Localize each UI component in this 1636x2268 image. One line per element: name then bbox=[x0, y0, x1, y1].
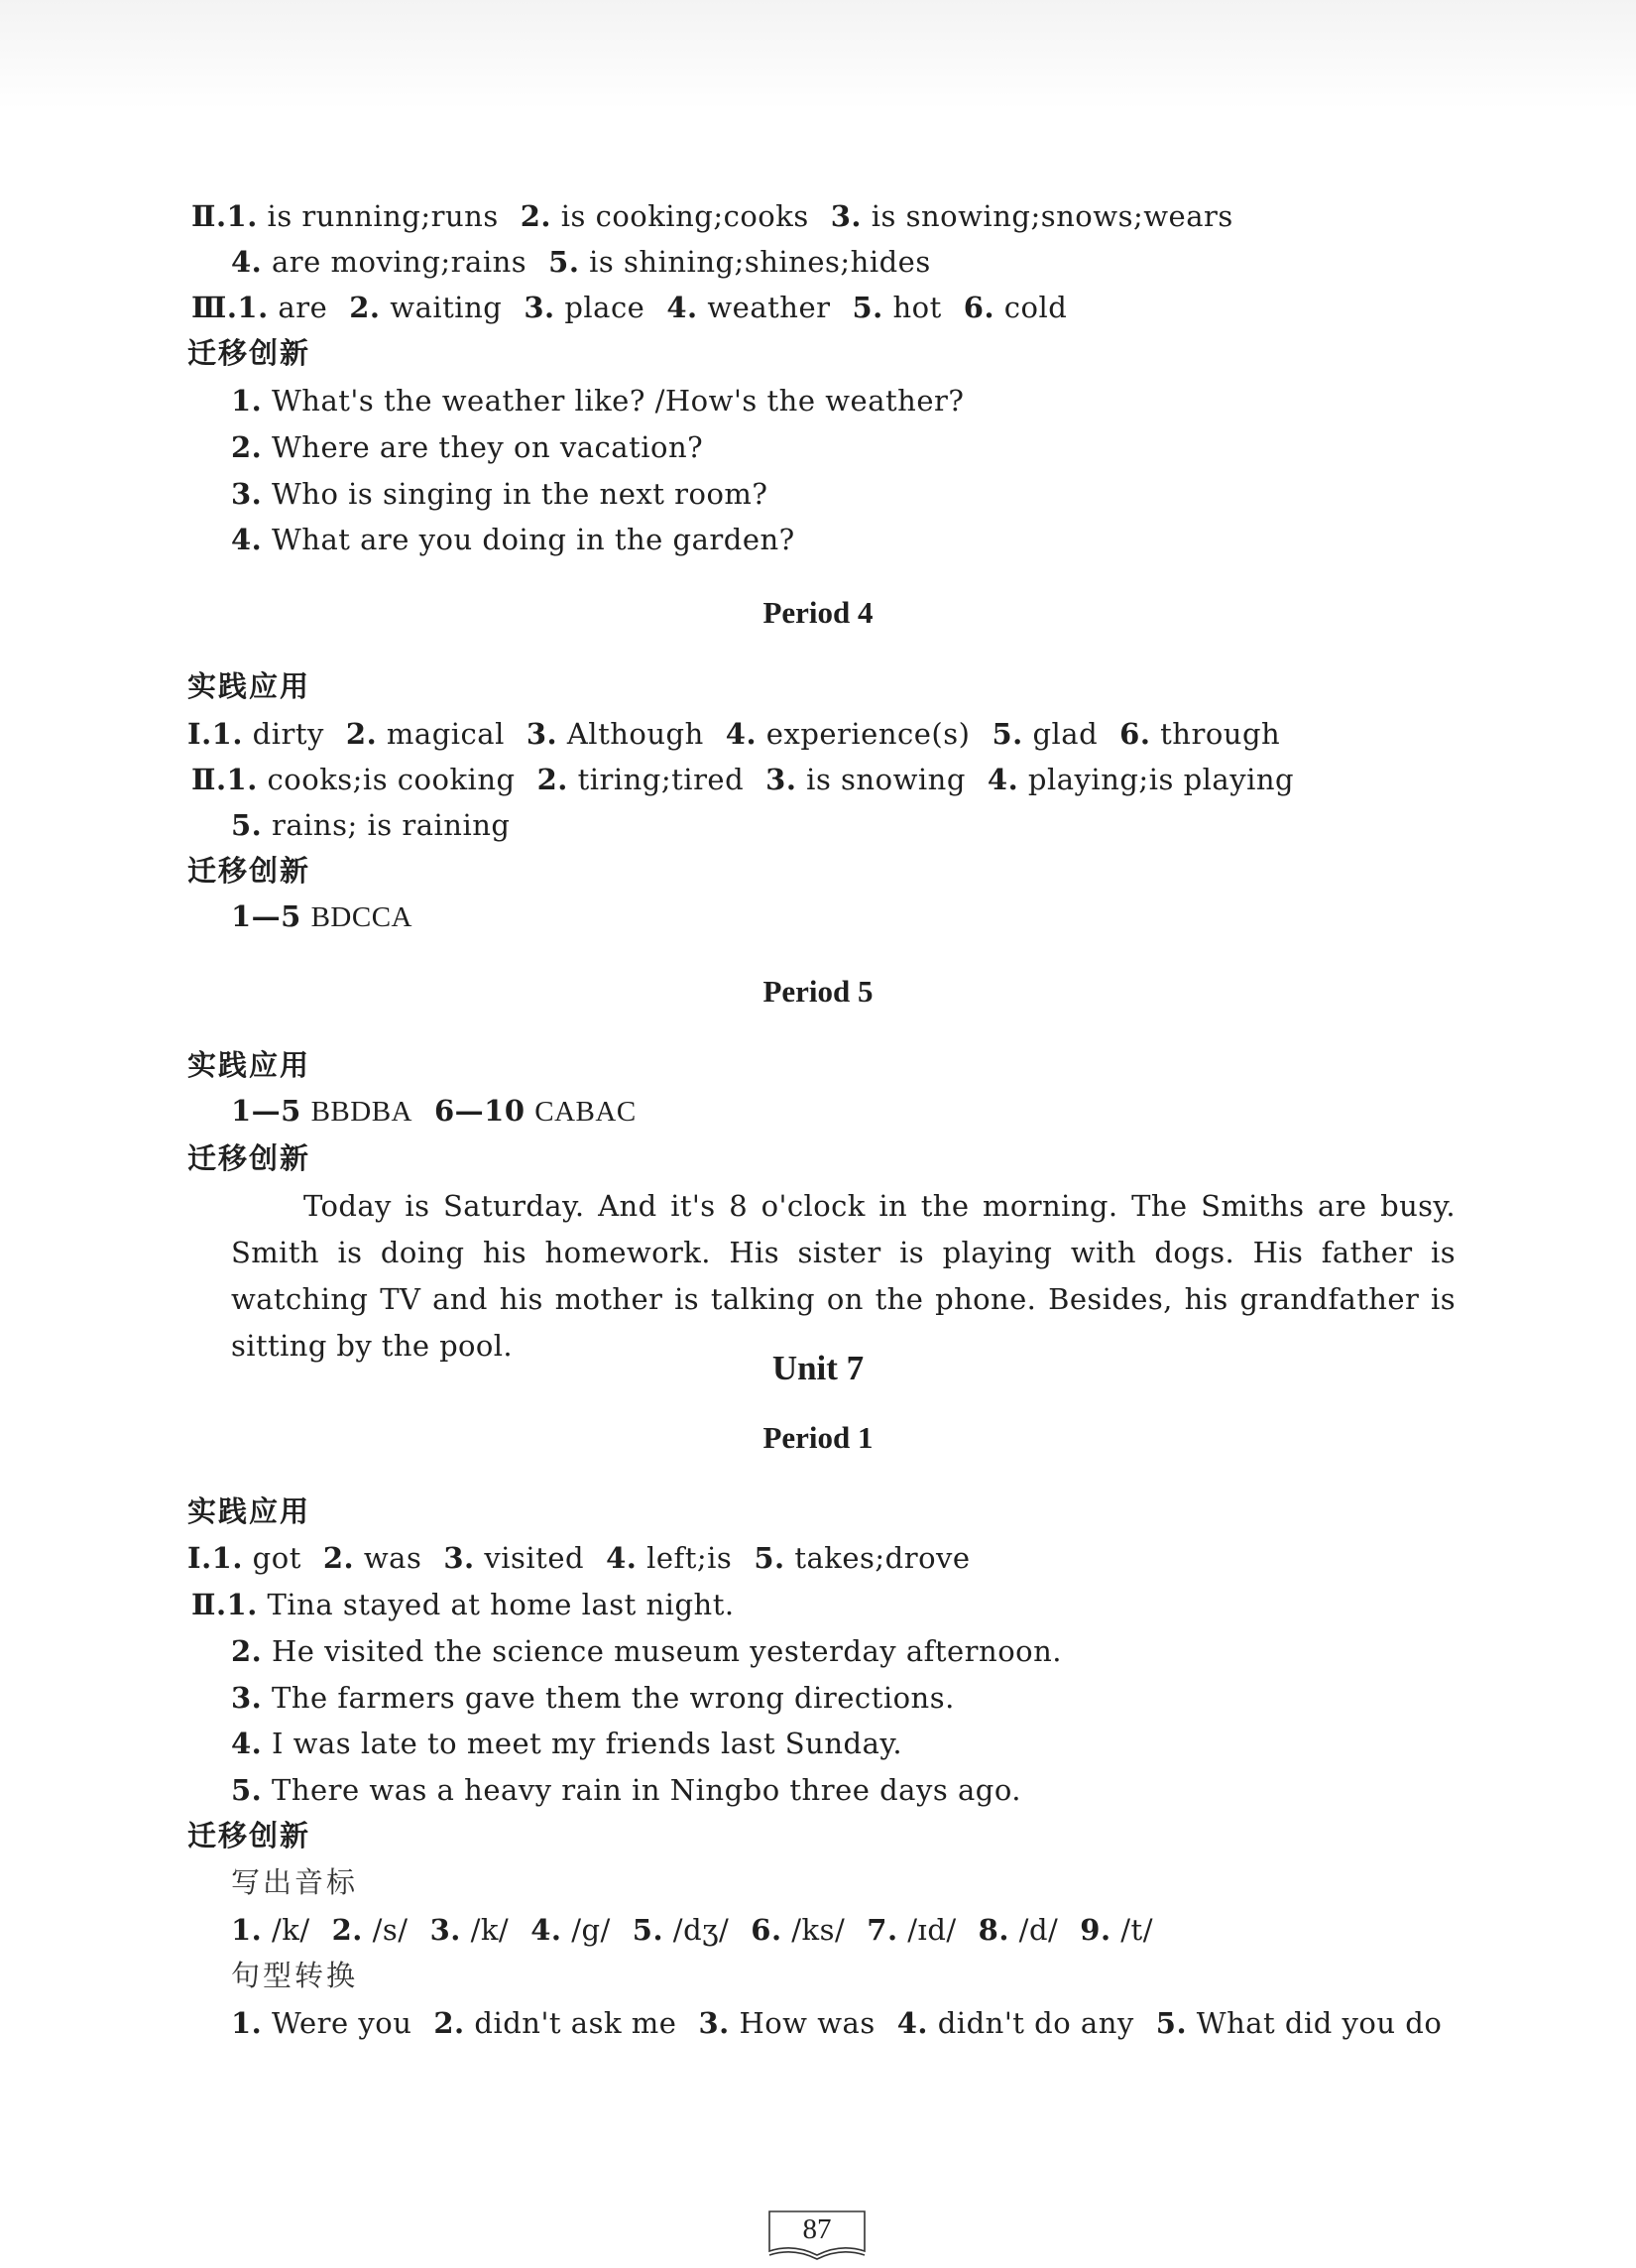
item-number: 1. bbox=[231, 384, 263, 418]
item-number: 8. bbox=[978, 1913, 1009, 1947]
answer-text: Were you bbox=[272, 2006, 412, 2040]
item-number: 4. bbox=[987, 763, 1019, 796]
answer-text: There was a heavy rain in Ningbo three days ago. bbox=[272, 1773, 1021, 1807]
answer-text: Where are they on vacation? bbox=[272, 430, 704, 464]
section-heading-qianyi: 迁移创新 bbox=[187, 336, 311, 370]
item-number: 2. bbox=[231, 430, 263, 464]
roman-numeral: Ⅰ. bbox=[187, 717, 212, 751]
item-number: 5. bbox=[754, 1541, 785, 1575]
answer-text: glad bbox=[1032, 717, 1099, 751]
item-number: 3. bbox=[524, 291, 555, 324]
answer-text: He visited the science museum yesterday afternoon. bbox=[272, 1634, 1063, 1668]
answer-text: takes;drove bbox=[794, 1541, 971, 1575]
answer-text: /t/ bbox=[1120, 1913, 1153, 1947]
answer-text: tiring;tired bbox=[577, 763, 745, 796]
p5-paragraph bbox=[231, 1183, 1456, 1370]
item-range: 6—10 bbox=[434, 1094, 526, 1128]
item-number: 1. bbox=[231, 2006, 263, 2040]
u7-phonetics-line bbox=[231, 1912, 1153, 1948]
item-number: 4. bbox=[725, 717, 758, 751]
item-number: 9. bbox=[1080, 1913, 1111, 1947]
u7-ii-item bbox=[231, 1726, 902, 1761]
answer-text: Who is singing in the next room? bbox=[272, 477, 768, 511]
answer-text: /ks/ bbox=[791, 1913, 846, 1947]
answer-text: experience(s) bbox=[765, 717, 971, 751]
answer-text: didn't ask me bbox=[474, 2006, 677, 2040]
section-heading-shijian: 实践应用 bbox=[187, 1048, 311, 1082]
p5-shijian-answers bbox=[231, 1093, 637, 1130]
roman-numeral: Ⅱ. bbox=[191, 763, 227, 796]
answer-text: is shining;shines;hides bbox=[589, 245, 931, 279]
p3-qianyi-item bbox=[231, 383, 964, 418]
u7-ii-item bbox=[231, 1680, 955, 1716]
u7-transforms-line bbox=[231, 2005, 1442, 2041]
item-number: 4. bbox=[666, 291, 698, 324]
item-number: 5. bbox=[632, 1913, 664, 1947]
item-number: 2. bbox=[433, 2006, 465, 2040]
roman-numeral: Ⅱ. bbox=[191, 1588, 227, 1621]
subheading-phonetic: 写出音标 bbox=[231, 1865, 359, 1899]
answer-text: /ɪd/ bbox=[907, 1913, 957, 1947]
subheading-transform: 句型转换 bbox=[231, 1959, 359, 1992]
answer-text: The farmers gave them the wrong directions. bbox=[272, 1681, 955, 1715]
answer-text: dirty bbox=[252, 717, 324, 751]
section-heading-qianyi: 迁移创新 bbox=[187, 1819, 311, 1852]
item-number: 5. bbox=[992, 717, 1023, 751]
answer-text: got bbox=[252, 1541, 301, 1575]
answer-text: Tina stayed at home last night. bbox=[267, 1588, 735, 1621]
answer-text: is running;runs bbox=[267, 199, 499, 233]
item-number: 5. bbox=[548, 245, 580, 279]
item-number: 4. bbox=[231, 523, 263, 556]
paragraph-text: Today is Saturday. And it's 8 o'clock in the morning. The Smiths are busy. Smith is doing his homework. His sister is playing with dogs. His father is watching TV and his mother is talking on the phone. Besides, his grandfather is sitting by the pool. bbox=[231, 1189, 1456, 1363]
p3-iii-line bbox=[191, 290, 1067, 325]
answer-text: is snowing bbox=[806, 763, 966, 796]
item-number: 6. bbox=[963, 291, 995, 324]
answer-text: CABAC bbox=[534, 1096, 637, 1128]
item-number: 3. bbox=[698, 2006, 730, 2040]
item-number: 2. bbox=[536, 763, 568, 796]
roman-numeral: Ⅱ. bbox=[191, 199, 227, 233]
answer-text: What's the weather like? /How's the weather? bbox=[272, 384, 965, 418]
item-number: 1. bbox=[211, 1541, 243, 1575]
item-number: 4. bbox=[231, 1727, 263, 1760]
item-number: 4. bbox=[231, 245, 263, 279]
p3-qianyi-item bbox=[231, 522, 795, 557]
item-number: 2. bbox=[345, 717, 378, 751]
period-title: Period 5 bbox=[762, 974, 874, 1009]
item-number: 3. bbox=[231, 477, 263, 511]
item-number: 2. bbox=[520, 199, 551, 233]
item-number: 2. bbox=[322, 1541, 355, 1575]
answer-text: are bbox=[278, 291, 328, 324]
answer-text: is cooking;cooks bbox=[560, 199, 809, 233]
u7-ii-item bbox=[231, 1772, 1021, 1808]
item-number: 5. bbox=[852, 291, 883, 324]
section-heading-qianyi: 迁移创新 bbox=[187, 1141, 311, 1175]
item-number: 6. bbox=[1119, 717, 1151, 751]
item-number: 1. bbox=[226, 1588, 258, 1621]
u7-ii-item bbox=[231, 1633, 1062, 1669]
item-number: 7. bbox=[867, 1913, 898, 1947]
p4-ii-line2 bbox=[231, 807, 510, 843]
answer-text: /g/ bbox=[571, 1913, 611, 1947]
section-heading-shijian: 实践应用 bbox=[187, 669, 311, 703]
answer-text: was bbox=[363, 1541, 422, 1575]
answer-text: weather bbox=[707, 291, 831, 324]
answer-text: are moving;rains bbox=[272, 245, 527, 279]
answer-text: cooks;is cooking bbox=[267, 763, 516, 796]
item-number: 5. bbox=[231, 1773, 263, 1807]
p4-ii-line1 bbox=[191, 762, 1294, 797]
answer-text: How was bbox=[739, 2006, 876, 2040]
page-number: 87 bbox=[802, 2213, 832, 2245]
period-title: Period 1 bbox=[762, 1420, 874, 1455]
roman-numeral: Ⅰ. bbox=[187, 1541, 212, 1575]
item-number: 3. bbox=[765, 763, 797, 796]
item-number: 3. bbox=[429, 1913, 461, 1947]
p4-qianyi-answers bbox=[231, 898, 412, 935]
answer-text: /k/ bbox=[272, 1913, 310, 1947]
answer-text: hot bbox=[892, 291, 942, 324]
roman-numeral: Ⅲ. bbox=[191, 291, 238, 324]
item-number: 3. bbox=[526, 717, 558, 751]
answer-text: BBDBA bbox=[310, 1096, 412, 1128]
page-number-badge bbox=[765, 2208, 869, 2263]
answer-text: is snowing;snows;wears bbox=[871, 199, 1233, 233]
item-number: 4. bbox=[896, 2006, 929, 2040]
p3-ii-line2 bbox=[231, 244, 931, 280]
item-number: 4. bbox=[606, 1541, 638, 1575]
answer-text: place bbox=[564, 291, 645, 324]
answer-text: rains; is raining bbox=[272, 808, 511, 842]
item-number: 2. bbox=[231, 1634, 263, 1668]
answer-text: Although bbox=[566, 717, 704, 751]
answer-text: /d/ bbox=[1018, 1913, 1059, 1947]
section-heading-shijian: 实践应用 bbox=[187, 1494, 311, 1528]
answer-text: left;is bbox=[646, 1541, 733, 1575]
answer-text: /s/ bbox=[372, 1913, 409, 1947]
answer-text: visited bbox=[484, 1541, 585, 1575]
item-number: 6. bbox=[751, 1913, 782, 1947]
p3-qianyi-item bbox=[231, 476, 767, 512]
answer-text: didn't do any bbox=[937, 2006, 1134, 2040]
item-number: 2. bbox=[331, 1913, 363, 1947]
answer-text: /dʒ/ bbox=[672, 1913, 730, 1947]
item-number: 5. bbox=[231, 808, 263, 842]
answer-text: BDCCA bbox=[310, 901, 412, 933]
answer-text: /k/ bbox=[470, 1913, 510, 1947]
answer-text: through bbox=[1160, 717, 1281, 751]
item-number: 3. bbox=[830, 199, 862, 233]
answer-text: magical bbox=[386, 717, 505, 751]
item-number: 1. bbox=[231, 1913, 263, 1947]
answer-text: playing;is playing bbox=[1027, 763, 1295, 796]
period-title: Period 4 bbox=[762, 595, 874, 630]
p3-ii-line1 bbox=[191, 198, 1233, 234]
p3-qianyi-item bbox=[231, 429, 703, 465]
section-heading-qianyi: 迁移创新 bbox=[187, 854, 311, 888]
item-number: 4. bbox=[530, 1913, 562, 1947]
item-range: 1—5 bbox=[231, 899, 301, 933]
item-range: 1—5 bbox=[231, 1094, 301, 1128]
item-number: 1. bbox=[237, 291, 269, 324]
u7-i-line bbox=[187, 1540, 971, 1576]
answer-text: What are you doing in the garden? bbox=[272, 523, 795, 556]
answer-text: What did you do bbox=[1196, 2006, 1443, 2040]
answer-text: I was late to meet my friends last Sunday. bbox=[272, 1727, 903, 1760]
item-number: 2. bbox=[349, 291, 381, 324]
p4-i-line bbox=[187, 716, 1280, 752]
item-number: 1. bbox=[226, 763, 258, 796]
answer-text: cold bbox=[1003, 291, 1068, 324]
answer-text: waiting bbox=[390, 291, 503, 324]
item-number: 1. bbox=[226, 199, 258, 233]
item-number: 5. bbox=[1155, 2006, 1188, 2040]
item-number: 3. bbox=[443, 1541, 475, 1575]
unit-title: Unit 7 bbox=[771, 1349, 865, 1387]
u7-ii-item bbox=[191, 1587, 735, 1622]
item-number: 3. bbox=[231, 1681, 263, 1715]
item-number: 1. bbox=[211, 717, 243, 751]
